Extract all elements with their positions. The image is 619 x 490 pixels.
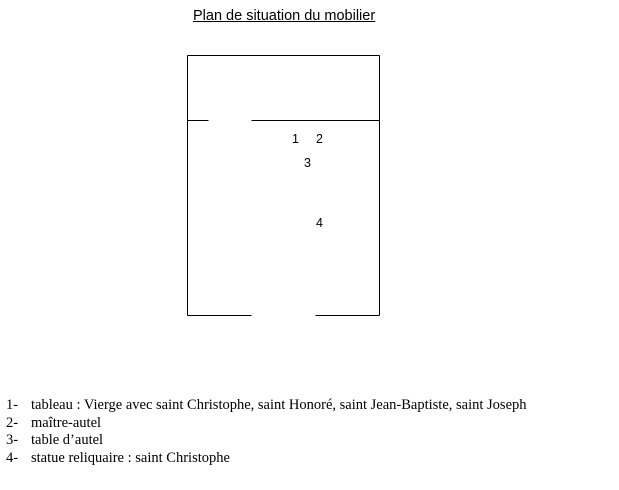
legend-text: statue reliquaire : saint Christophe — [31, 450, 230, 467]
legend-text: maître-autel — [31, 414, 102, 431]
legend-item — [6, 450, 527, 468]
plan-title: Plan de situation du mobilier — [193, 8, 376, 24]
legend — [6, 397, 527, 468]
legend-number: 1- — [6, 397, 19, 413]
legend-item — [6, 415, 527, 433]
legend-text: table d’autel — [31, 432, 104, 449]
marker-3: 3 — [304, 156, 311, 170]
marker-1: 1 — [292, 132, 299, 146]
legend-item — [6, 397, 527, 415]
marker-4: 4 — [316, 216, 323, 230]
legend-item — [6, 432, 527, 450]
legend-number: 4- — [6, 450, 19, 467]
marker-2: 2 — [316, 132, 323, 146]
legend-number: 2- — [6, 414, 19, 431]
legend-text: tableau : Vierge avec saint Christophe, saint Honoré, saint Jean-Baptiste, saint Joseph — [31, 397, 527, 413]
legend-number: 3- — [6, 432, 19, 449]
